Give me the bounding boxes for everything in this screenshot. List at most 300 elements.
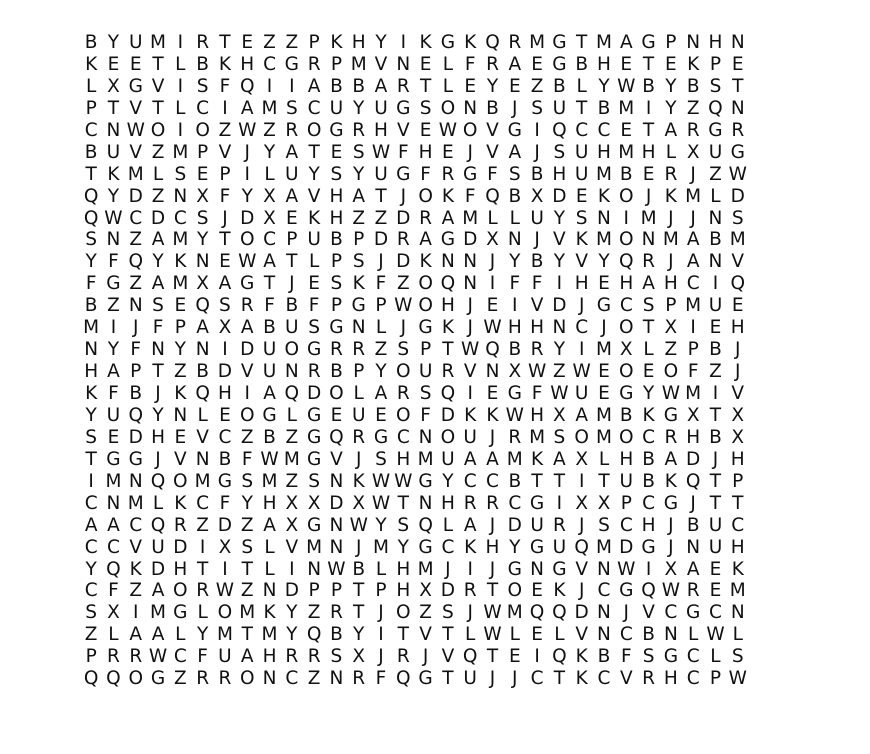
letter-cell[interactable]: E <box>442 141 454 163</box>
letter-cell[interactable]: N <box>84 339 99 361</box>
letter-cell[interactable]: R <box>352 426 366 448</box>
letter-cell[interactable]: I <box>88 470 94 492</box>
letter-cell[interactable]: E <box>174 426 187 448</box>
letter-cell[interactable]: K <box>308 207 321 229</box>
letter-cell[interactable]: S <box>508 163 521 185</box>
letter-cell[interactable]: V <box>575 251 588 273</box>
letter-cell[interactable]: I <box>177 119 184 141</box>
letter-cell[interactable]: A <box>240 646 254 668</box>
letter-cell[interactable]: G <box>128 75 143 97</box>
letter-cell[interactable]: F <box>531 383 543 404</box>
letter-cell[interactable]: O <box>239 229 255 251</box>
letter-cell[interactable]: P <box>130 361 142 383</box>
letter-cell[interactable]: F <box>531 273 543 295</box>
letter-cell[interactable]: E <box>419 119 432 141</box>
letter-cell[interactable]: F <box>219 75 231 97</box>
letter-cell[interactable]: C <box>664 602 678 624</box>
letter-cell[interactable]: W <box>505 404 524 426</box>
letter-cell[interactable]: D <box>574 602 589 624</box>
letter-cell[interactable]: S <box>330 646 343 668</box>
letter-cell[interactable]: E <box>598 383 610 404</box>
letter-cell[interactable]: U <box>285 163 299 185</box>
letter-cell[interactable]: H <box>708 32 723 53</box>
letter-cell[interactable]: R <box>218 668 232 690</box>
letter-cell[interactable]: D <box>284 580 299 602</box>
letter-cell[interactable]: G <box>507 383 522 404</box>
letter-cell[interactable]: M <box>417 558 434 580</box>
letter-cell[interactable]: X <box>486 229 499 251</box>
letter-cell[interactable]: L <box>264 163 275 185</box>
letter-cell[interactable]: T <box>553 470 566 492</box>
letter-cell[interactable]: M <box>105 470 122 492</box>
letter-cell[interactable]: I <box>556 492 563 514</box>
letter-cell[interactable]: Y <box>353 163 365 185</box>
letter-cell[interactable]: J <box>378 251 384 273</box>
letter-cell[interactable]: U <box>151 536 165 558</box>
letter-cell[interactable]: V <box>486 141 499 163</box>
letter-cell[interactable]: Z <box>129 580 143 602</box>
letter-cell[interactable]: K <box>575 668 588 690</box>
letter-cell[interactable]: C <box>686 668 700 690</box>
letter-cell[interactable]: E <box>665 53 677 75</box>
letter-cell[interactable]: M <box>194 470 211 492</box>
letter-cell[interactable]: C <box>508 492 522 514</box>
letter-cell[interactable]: I <box>712 383 719 404</box>
letter-cell[interactable]: F <box>420 163 431 185</box>
letter-cell[interactable]: J <box>222 207 228 229</box>
letter-cell[interactable]: K <box>486 404 499 426</box>
letter-cell[interactable]: U <box>106 404 121 426</box>
letter-cell[interactable]: N <box>173 404 188 426</box>
letter-cell[interactable]: J <box>512 97 518 119</box>
letter-cell[interactable]: N <box>195 251 210 273</box>
letter-cell[interactable]: N <box>463 273 478 295</box>
letter-cell[interactable]: W <box>238 251 257 273</box>
letter-cell[interactable]: G <box>150 668 166 690</box>
letter-cell[interactable]: D <box>396 207 411 229</box>
letter-cell[interactable]: U <box>552 536 567 558</box>
letter-cell[interactable]: Z <box>218 119 232 141</box>
letter-cell[interactable]: Q <box>83 668 99 690</box>
letter-cell[interactable]: J <box>467 602 473 624</box>
letter-cell[interactable]: I <box>177 32 184 53</box>
letter-cell[interactable]: C <box>731 514 745 536</box>
letter-cell[interactable]: M <box>529 32 546 53</box>
letter-cell[interactable]: N <box>418 426 433 448</box>
letter-cell[interactable]: J <box>489 426 496 448</box>
letter-cell[interactable]: T <box>196 558 209 580</box>
letter-cell[interactable]: L <box>264 536 275 558</box>
letter-cell[interactable]: P <box>709 53 722 75</box>
letter-cell[interactable]: K <box>85 53 98 75</box>
letter-cell[interactable]: G <box>306 426 322 448</box>
letter-cell[interactable]: P <box>353 229 365 251</box>
letter-cell[interactable]: T <box>397 492 409 514</box>
letter-cell[interactable]: R <box>352 119 366 141</box>
letter-cell[interactable]: H <box>641 141 656 163</box>
letter-cell[interactable]: N <box>151 339 165 361</box>
letter-cell[interactable]: S <box>419 383 432 404</box>
letter-cell[interactable]: J <box>601 317 607 339</box>
letter-cell[interactable]: D <box>440 404 456 426</box>
letter-cell[interactable]: A <box>263 383 276 404</box>
letter-cell[interactable]: A <box>129 624 143 646</box>
letter-cell[interactable]: H <box>663 273 678 295</box>
letter-cell[interactable]: L <box>487 207 498 229</box>
letter-cell[interactable]: O <box>173 470 188 492</box>
letter-cell[interactable]: B <box>642 75 655 97</box>
letter-cell[interactable]: A <box>664 119 678 141</box>
letter-cell[interactable]: J <box>578 514 585 536</box>
letter-cell[interactable]: J <box>578 580 585 602</box>
letter-cell[interactable]: X <box>664 558 678 580</box>
letter-cell[interactable]: I <box>289 558 295 580</box>
letter-cell[interactable]: C <box>263 53 276 75</box>
letter-cell[interactable]: R <box>664 426 678 448</box>
letter-cell[interactable]: D <box>463 229 478 251</box>
letter-cell[interactable]: U <box>441 448 455 470</box>
letter-cell[interactable]: U <box>418 361 433 383</box>
letter-cell[interactable]: Y <box>196 624 209 646</box>
letter-cell[interactable]: Q <box>440 383 456 404</box>
letter-cell[interactable]: O <box>284 339 300 361</box>
letter-cell[interactable]: E <box>285 207 298 229</box>
letter-cell[interactable]: Z <box>374 207 388 229</box>
letter-cell[interactable]: M <box>685 295 702 317</box>
letter-cell[interactable]: F <box>464 53 476 75</box>
letter-cell[interactable]: N <box>708 251 723 273</box>
letter-cell[interactable]: J <box>690 492 696 514</box>
letter-cell[interactable]: O <box>306 119 322 141</box>
letter-cell[interactable]: L <box>554 624 565 646</box>
letter-cell[interactable]: W <box>394 470 413 492</box>
letter-cell[interactable]: B <box>709 426 722 448</box>
letter-cell[interactable]: E <box>486 383 499 404</box>
letter-cell[interactable]: K <box>575 646 588 668</box>
letter-cell[interactable]: F <box>219 185 231 207</box>
letter-cell[interactable]: A <box>686 251 700 273</box>
letter-cell[interactable]: D <box>730 185 745 207</box>
letter-cell[interactable]: W <box>238 119 257 141</box>
letter-cell[interactable]: K <box>129 558 142 580</box>
letter-cell[interactable]: A <box>285 141 299 163</box>
letter-cell[interactable]: Y <box>553 251 566 273</box>
letter-cell[interactable]: U <box>708 141 723 163</box>
letter-cell[interactable]: D <box>552 185 567 207</box>
letter-cell[interactable]: W <box>617 558 636 580</box>
letter-cell[interactable]: M <box>685 383 702 404</box>
letter-cell[interactable]: G <box>708 119 723 141</box>
letter-cell[interactable]: I <box>244 163 250 185</box>
letter-cell[interactable]: E <box>709 580 722 602</box>
letter-cell[interactable]: U <box>351 404 366 426</box>
letter-cell[interactable]: Y <box>85 251 97 273</box>
letter-cell[interactable]: H <box>485 536 500 558</box>
letter-cell[interactable]: H <box>619 273 634 295</box>
letter-cell[interactable]: G <box>663 492 679 514</box>
letter-cell[interactable]: J <box>400 185 407 207</box>
letter-cell[interactable]: S <box>375 448 387 470</box>
letter-cell[interactable]: R <box>396 229 410 251</box>
letter-cell[interactable]: B <box>84 32 98 53</box>
letter-cell[interactable]: I <box>534 119 540 141</box>
letter-cell[interactable]: E <box>709 558 722 580</box>
letter-cell[interactable]: Z <box>686 97 700 119</box>
letter-cell[interactable]: D <box>128 426 143 448</box>
letter-cell[interactable]: G <box>619 580 634 602</box>
letter-cell[interactable]: M <box>595 339 612 361</box>
letter-cell[interactable]: I <box>177 75 184 97</box>
letter-cell[interactable]: H <box>440 295 455 317</box>
letter-cell[interactable]: R <box>352 668 366 690</box>
letter-cell[interactable]: S <box>553 426 566 448</box>
letter-cell[interactable]: A <box>486 448 499 470</box>
letter-cell[interactable]: T <box>85 448 97 470</box>
letter-cell[interactable]: Y <box>509 251 521 273</box>
letter-cell[interactable]: S <box>642 295 655 317</box>
letter-cell[interactable]: G <box>106 448 121 470</box>
letter-cell[interactable]: C <box>84 119 98 141</box>
letter-cell[interactable]: W <box>371 492 391 514</box>
letter-cell[interactable]: Q <box>418 514 433 536</box>
letter-cell[interactable]: E <box>330 404 343 426</box>
letter-cell[interactable]: U <box>285 317 299 339</box>
letter-cell[interactable]: K <box>464 536 477 558</box>
letter-cell[interactable]: B <box>597 97 611 119</box>
letter-cell[interactable]: A <box>240 317 254 339</box>
letter-cell[interactable]: W <box>371 141 391 163</box>
letter-cell[interactable]: Y <box>353 624 365 646</box>
letter-cell[interactable]: T <box>709 492 722 514</box>
letter-cell[interactable]: Y <box>286 624 298 646</box>
letter-cell[interactable]: T <box>732 492 744 514</box>
letter-cell[interactable]: F <box>108 251 119 273</box>
letter-cell[interactable]: J <box>489 668 496 690</box>
letter-cell[interactable]: L <box>665 141 677 163</box>
letter-cell[interactable]: J <box>735 339 741 361</box>
letter-cell[interactable]: J <box>578 295 585 317</box>
letter-cell[interactable]: T <box>397 624 409 646</box>
letter-cell[interactable]: C <box>84 536 98 558</box>
letter-cell[interactable]: Y <box>353 97 365 119</box>
letter-cell[interactable]: L <box>375 317 387 339</box>
letter-cell[interactable]: T <box>241 624 253 646</box>
letter-cell[interactable]: Q <box>552 646 567 668</box>
letter-cell[interactable]: W <box>215 580 235 602</box>
letter-cell[interactable]: B <box>84 141 98 163</box>
letter-cell[interactable]: P <box>665 295 677 317</box>
letter-cell[interactable]: G <box>396 97 411 119</box>
letter-cell[interactable]: Y <box>665 75 677 97</box>
letter-cell[interactable]: R <box>463 580 477 602</box>
letter-cell[interactable]: J <box>668 536 674 558</box>
letter-cell[interactable]: B <box>530 163 544 185</box>
letter-cell[interactable]: J <box>467 295 473 317</box>
letter-cell[interactable]: L <box>442 53 454 75</box>
letter-cell[interactable]: F <box>152 317 164 339</box>
letter-cell[interactable]: A <box>151 624 165 646</box>
letter-cell[interactable]: G <box>373 426 389 448</box>
letter-cell[interactable]: K <box>553 580 566 602</box>
letter-cell[interactable]: Y <box>665 97 677 119</box>
letter-cell[interactable]: M <box>216 624 233 646</box>
letter-cell[interactable]: L <box>732 624 743 646</box>
letter-cell[interactable]: P <box>197 141 209 163</box>
letter-cell[interactable]: Y <box>553 339 566 361</box>
letter-cell[interactable]: Q <box>440 273 456 295</box>
letter-cell[interactable]: P <box>620 492 632 514</box>
letter-cell[interactable]: I <box>512 295 518 317</box>
letter-cell[interactable]: L <box>643 339 654 361</box>
letter-cell[interactable]: C <box>619 514 633 536</box>
letter-cell[interactable]: N <box>597 558 611 580</box>
letter-cell[interactable]: P <box>85 646 97 668</box>
letter-cell[interactable]: I <box>556 273 563 295</box>
letter-cell[interactable]: T <box>442 339 454 361</box>
letter-cell[interactable]: S <box>85 602 98 624</box>
letter-cell[interactable]: U <box>463 668 477 690</box>
letter-cell[interactable]: X <box>731 404 745 426</box>
letter-cell[interactable]: V <box>486 119 499 141</box>
letter-cell[interactable]: P <box>308 32 320 53</box>
letter-cell[interactable]: A <box>686 558 700 580</box>
letter-cell[interactable]: C <box>285 668 299 690</box>
letter-cell[interactable]: V <box>575 624 588 646</box>
letter-cell[interactable]: O <box>618 317 634 339</box>
letter-cell[interactable]: B <box>508 185 522 207</box>
letter-cell[interactable]: B <box>285 295 299 317</box>
letter-cell[interactable]: C <box>597 668 611 690</box>
letter-cell[interactable]: N <box>284 361 299 383</box>
letter-cell[interactable]: W <box>483 602 502 624</box>
letter-cell[interactable]: P <box>353 361 365 383</box>
letter-cell[interactable]: S <box>352 141 365 163</box>
letter-cell[interactable]: X <box>107 602 120 624</box>
letter-cell[interactable]: R <box>486 53 499 75</box>
letter-cell[interactable]: H <box>418 141 433 163</box>
letter-cell[interactable]: X <box>263 207 276 229</box>
letter-cell[interactable]: T <box>642 53 655 75</box>
letter-cell[interactable]: R <box>530 339 544 361</box>
letter-cell[interactable]: W <box>572 361 591 383</box>
letter-cell[interactable]: V <box>285 536 299 558</box>
letter-cell[interactable]: K <box>174 251 187 273</box>
letter-cell[interactable]: B <box>263 426 276 448</box>
letter-cell[interactable]: Z <box>129 273 143 295</box>
letter-cell[interactable]: O <box>239 404 255 426</box>
letter-cell[interactable]: B <box>352 75 366 97</box>
letter-cell[interactable]: Q <box>574 536 589 558</box>
letter-cell[interactable]: O <box>195 119 210 141</box>
letter-cell[interactable]: T <box>219 32 231 53</box>
letter-cell[interactable]: W <box>483 624 502 646</box>
letter-cell[interactable]: C <box>84 492 98 514</box>
letter-cell[interactable]: O <box>173 580 188 602</box>
letter-cell[interactable]: G <box>641 32 656 53</box>
letter-cell[interactable]: T <box>576 97 588 119</box>
letter-cell[interactable]: E <box>419 53 432 75</box>
letter-cell[interactable]: I <box>110 317 117 339</box>
letter-cell[interactable]: K <box>531 448 544 470</box>
letter-cell[interactable]: Q <box>641 580 656 602</box>
letter-cell[interactable]: Y <box>598 251 610 273</box>
letter-cell[interactable]: U <box>218 646 232 668</box>
letter-cell[interactable]: W <box>527 361 547 383</box>
letter-cell[interactable]: O <box>150 119 166 141</box>
letter-cell[interactable]: I <box>222 339 228 361</box>
letter-cell[interactable]: Q <box>106 558 121 580</box>
letter-cell[interactable]: Q <box>529 602 545 624</box>
letter-cell[interactable]: B <box>196 53 209 75</box>
letter-cell[interactable]: L <box>509 207 520 229</box>
letter-cell[interactable]: H <box>396 448 411 470</box>
letter-cell[interactable]: I <box>578 339 585 361</box>
letter-cell[interactable]: A <box>686 229 700 251</box>
letter-cell[interactable]: N <box>351 317 366 339</box>
letter-cell[interactable]: I <box>289 75 295 97</box>
letter-cell[interactable]: J <box>422 646 429 668</box>
letter-cell[interactable]: M <box>150 602 167 624</box>
letter-cell[interactable]: R <box>642 251 655 273</box>
letter-cell[interactable]: C <box>530 668 544 690</box>
letter-cell[interactable]: X <box>508 361 522 383</box>
letter-cell[interactable]: N <box>730 32 745 53</box>
letter-cell[interactable]: Z <box>151 141 165 163</box>
letter-cell[interactable]: V <box>196 426 209 448</box>
letter-cell[interactable]: P <box>732 470 744 492</box>
letter-cell[interactable]: A <box>263 514 276 536</box>
letter-cell[interactable]: R <box>352 339 366 361</box>
letter-cell[interactable]: L <box>598 448 610 470</box>
letter-cell[interactable]: K <box>218 53 231 75</box>
letter-cell[interactable]: J <box>690 207 696 229</box>
letter-cell[interactable]: U <box>574 383 589 404</box>
letter-cell[interactable]: M <box>595 32 612 53</box>
letter-cell[interactable]: I <box>400 32 407 53</box>
letter-cell[interactable]: T <box>442 624 454 646</box>
letter-cell[interactable]: G <box>529 492 545 514</box>
letter-cell[interactable]: F <box>620 646 632 668</box>
letter-cell[interactable]: Z <box>709 163 722 185</box>
letter-cell[interactable]: F <box>464 185 476 207</box>
letter-cell[interactable]: R <box>508 426 522 448</box>
letter-cell[interactable]: A <box>642 273 655 295</box>
letter-cell[interactable]: C <box>642 492 656 514</box>
letter-cell[interactable]: Z <box>285 426 299 448</box>
letter-cell[interactable]: Z <box>240 514 254 536</box>
letter-cell[interactable]: V <box>129 97 143 119</box>
letter-cell[interactable]: H <box>597 141 611 163</box>
letter-cell[interactable]: X <box>263 185 276 207</box>
letter-cell[interactable]: M <box>462 207 479 229</box>
letter-cell[interactable]: H <box>530 317 545 339</box>
letter-cell[interactable]: A <box>107 361 120 383</box>
letter-cell[interactable]: K <box>731 558 744 580</box>
letter-cell[interactable]: U <box>574 163 589 185</box>
letter-cell[interactable]: H <box>507 317 522 339</box>
letter-cell[interactable]: V <box>218 141 232 163</box>
letter-cell[interactable]: N <box>262 668 277 690</box>
letter-cell[interactable]: D <box>619 536 634 558</box>
letter-cell[interactable]: A <box>463 514 477 536</box>
letter-cell[interactable]: R <box>441 361 455 383</box>
letter-cell[interactable]: E <box>196 163 209 185</box>
letter-cell[interactable]: T <box>709 404 722 426</box>
letter-cell[interactable]: M <box>417 448 434 470</box>
letter-cell[interactable]: E <box>107 426 120 448</box>
letter-cell[interactable]: Y <box>442 470 454 492</box>
letter-cell[interactable]: D <box>507 514 522 536</box>
